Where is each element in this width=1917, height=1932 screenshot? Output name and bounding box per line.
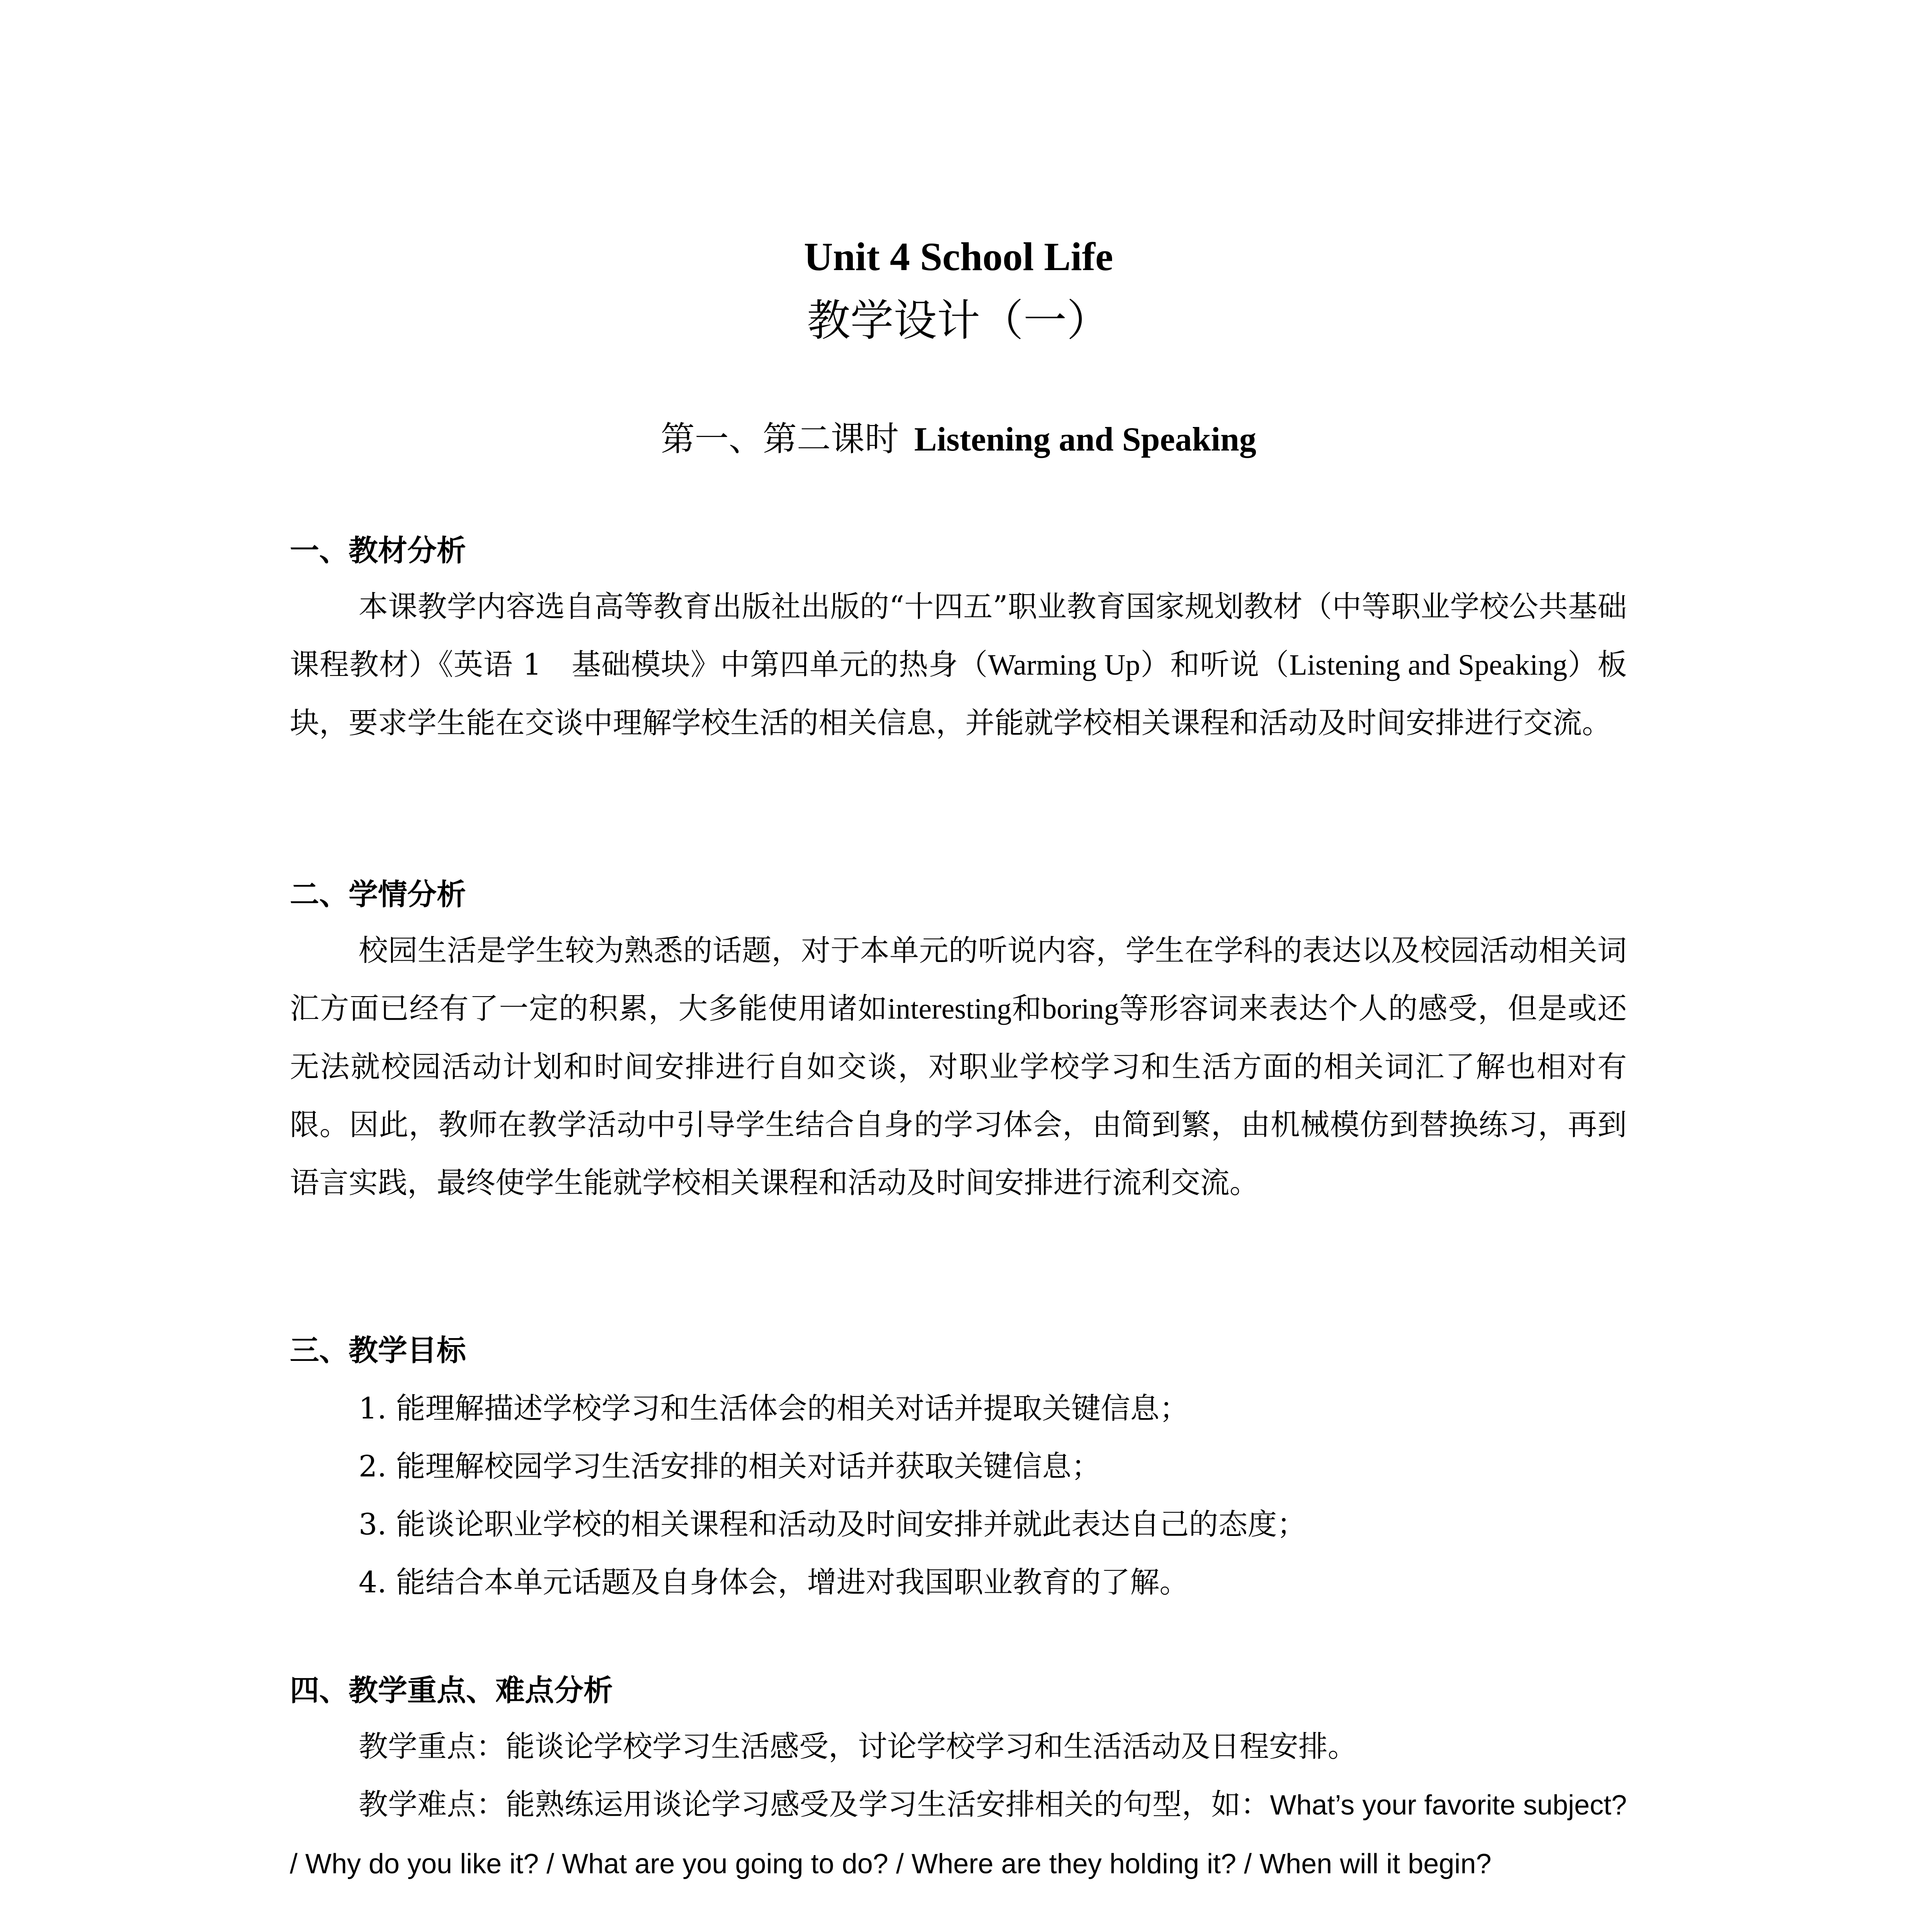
objective-item: 2. 能理解校园学习生活安排的相关对话并获取关键信息； — [359, 1449, 1101, 1483]
text: 等形容词来表达个人的感受，但是或还无法就校园活动计划和时间安排进行自如交谈，对职业学校学习和生活方面的相关词汇了解也相对有限。因此，教师在教学活动中引导学生结合自身的学习体会，由简到繁，由机械模仿到替换练习，再到语言实践，最终使学生能就学校相关课程和活动及时间安排进行流利交流。 — [290, 991, 1627, 1200]
unit-title: Unit 4 School Life — [804, 235, 1113, 279]
lesson-title-cn: 第一、第二课时 — [660, 419, 899, 459]
text-en: interesting — [888, 993, 1012, 1025]
section-heading-student-analysis: 二、学情分析 — [290, 877, 466, 912]
text: ）板块，要求学生能在交谈中理解学校生活的相关信息，并能就学校相关课程和活动及时间安排进行交流。 — [290, 647, 1627, 740]
section-heading-key-points: 四、教学重点、难点分析 — [290, 1673, 613, 1708]
objective-item: 1. 能理解描述学校学习和生活体会的相关对话并提取关键信息； — [359, 1391, 1189, 1425]
lesson-title — [0, 415, 1917, 463]
paragraph-key-point: 教学重点：能谈论学校学习生活感受，讨论学校学习和生活活动及日程安排。 — [359, 1729, 1357, 1764]
text-en: Listening and Speaking — [1289, 649, 1568, 681]
paragraph-student-analysis — [290, 922, 1627, 1212]
text-en: boring — [1042, 993, 1119, 1025]
section-heading-textbook-analysis: 一、教材分析 — [290, 533, 466, 568]
design-title: 教学设计（一） — [807, 296, 1110, 346]
text: 本课教学内容选自高等教育出版社出版的“十四五”职业教育国家规划教材（中等职业学校公共基础课程教材）《英语 1 基础模块》中第四单元的热身（ — [290, 589, 1627, 682]
objective-item: 3. 能谈论职业学校的相关课程和活动及时间安排并就此表达自己的态度； — [359, 1507, 1306, 1541]
text-en: What’s your favorite subject? / Why do you like it? / What are you going to do? / Where are they holding it? / When will it begin? — [290, 1790, 1627, 1879]
text: 教学难点：能熟练运用谈论学习感受及学习生活安排相关的句型，如： — [359, 1787, 1270, 1821]
lesson-title-en: Listening and Speaking — [914, 421, 1257, 458]
text: 和 — [1011, 991, 1042, 1026]
text-en: Warming Up — [988, 649, 1140, 681]
paragraph-textbook-analysis — [290, 578, 1627, 752]
section-heading-teaching-objectives: 三、教学目标 — [290, 1333, 466, 1367]
objective-item: 4. 能结合本单元话题及自身体会，增进对我国职业教育的了解。 — [359, 1565, 1189, 1599]
paragraph-difficulty — [290, 1776, 1627, 1893]
text: ）和听说（ — [1140, 647, 1289, 682]
text: 校园生活是学生较为熟悉的话题，对于本单元的听说内容，学生在学科的表达以及校园活动相关词汇方面已经有了一定的积累，大多能使用诸如 — [290, 933, 1627, 1026]
